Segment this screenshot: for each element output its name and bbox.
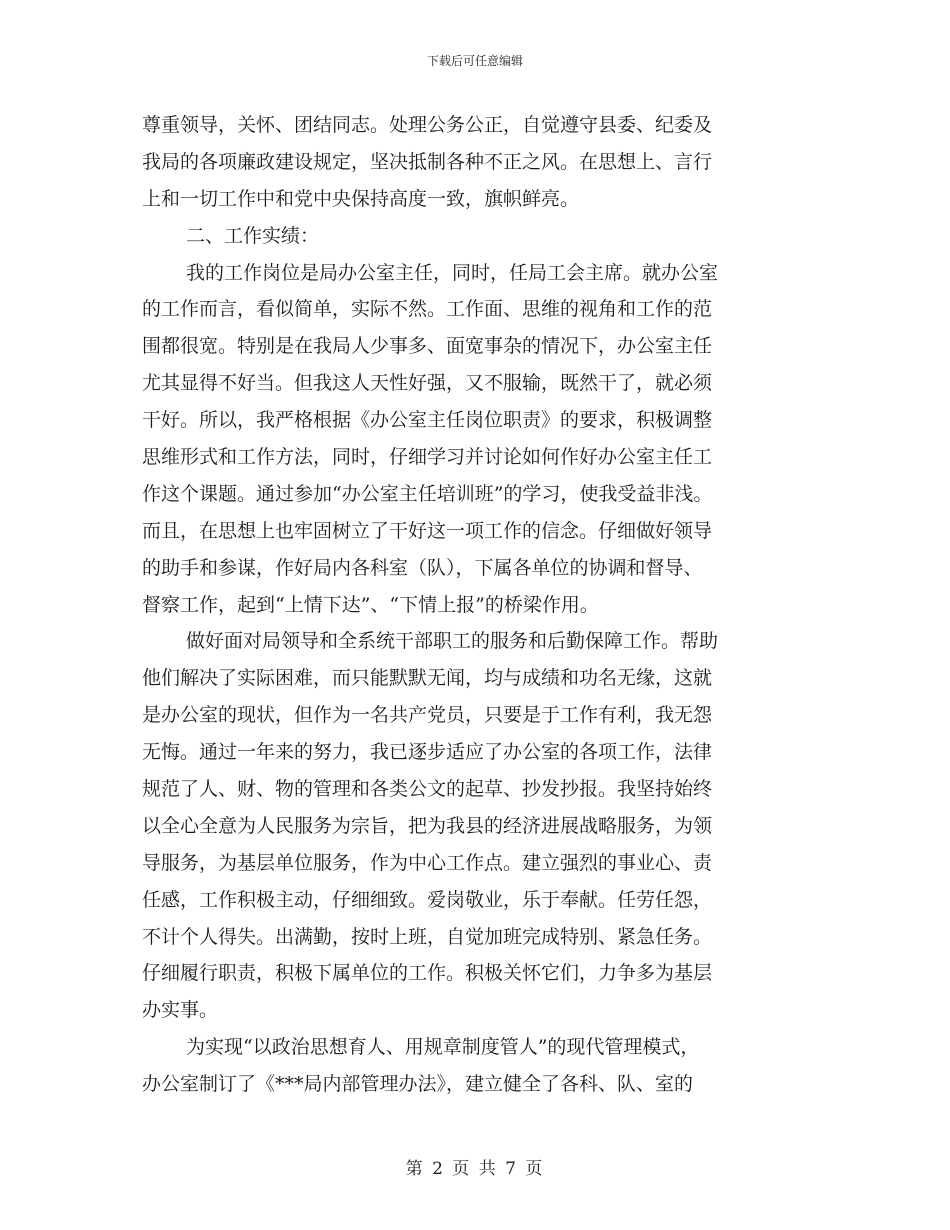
text-line: 督察工作，起到“上情下达”、“下情上报”的桥梁作用。: [142, 593, 599, 616]
text-line: 尤其显得不好当。但我这人天性好强，又不服输，既然干了，就必须: [142, 372, 713, 395]
text-line: 为实现“以政治思想育人、用规章制度管人”的现代管理模式，: [186, 1036, 700, 1059]
text-line: 规范了人、财、物的管理和各类公文的起草、抄发抄报。我坚持始终: [142, 778, 713, 801]
text-line: 的助手和参谋，作好局内各科室（队），下属各单位的协调和督导、: [142, 556, 703, 579]
text-line: 办公室制订了《***局内部管理办法》，建立健全了各科、队、室的: [142, 1073, 694, 1096]
text-line: 而且，在思想上也牢固树立了干好这一项工作的信念。仔细做好领导: [142, 519, 713, 542]
body-text: [142, 107, 810, 1103]
text-line: 思维形式和工作方法，同时，仔细学习并讨论如何作好办公室主任工: [142, 446, 713, 469]
text-line: 的工作而言，看似简单，实际不然。工作面、思维的视角和工作的范: [142, 298, 713, 321]
page-footer: 第 2 页 共 7 页: [405, 1159, 545, 1179]
text-line: 围都很宽。特别是在我局人少事多、面宽事杂的情况下，办公室主任: [142, 335, 713, 358]
text-line: 干好。所以，我严格根据《办公室主任岗位职责》的要求，积极调整: [142, 409, 713, 432]
text-line: 作这个课题。通过参加“办公室主任培训班”的学习，使我受益非浅。: [142, 482, 713, 505]
text-line: 仔细履行职责，积极下属单位的工作。积极关怀它们，力争多为基层: [142, 962, 713, 985]
page-header: 下载后可任意编辑: [426, 54, 523, 68]
text-line: 以全心全意为人民服务为宗旨，把为我县的经济进展战略服务，为领: [142, 814, 713, 837]
text-line: 他们解决了实际困难，而只能默默无闻，均与成绩和功名无缘，这就: [142, 667, 713, 690]
text-line: 上和一切工作中和党中央保持高度一致，旗帜鲜亮。: [142, 187, 580, 210]
text-line: 办实事。: [142, 999, 219, 1022]
text-line: 不计个人得失。出满勤，按时上班，自觉加班完成特别、紧急任务。: [142, 925, 713, 948]
text-line: 我的工作岗位是局办公室主任，同时，任局工会主席。就办公室: [186, 261, 719, 284]
text-line: 是办公室的现状，但作为一名共产党员，只要是于工作有利，我无怨: [142, 704, 713, 727]
text-line: 做好面对局领导和全系统干部职工的服务和后勤保障工作。帮助: [186, 630, 719, 653]
text-line: 导服务，为基层单位服务，作为中心工作点。建立强烈的事业心、责: [142, 851, 713, 874]
text-line: 尊重领导，关怀、团结同志。处理公务公正，自觉遵守县委、纪委及: [142, 114, 713, 136]
text-line: 无悔。通过一年来的努力，我已逐步适应了办公室的各项工作，法律: [142, 741, 713, 764]
text-line: 任感，工作积极主动，仔细细致。爱岗敬业，乐于奉献。任劳任怨，: [142, 888, 713, 911]
text-line: 我局的各项廉政建设规定，坚决抵制各种不正之风。在思想上、言行: [142, 150, 713, 173]
text-line: 二、工作实绩：: [186, 224, 320, 247]
